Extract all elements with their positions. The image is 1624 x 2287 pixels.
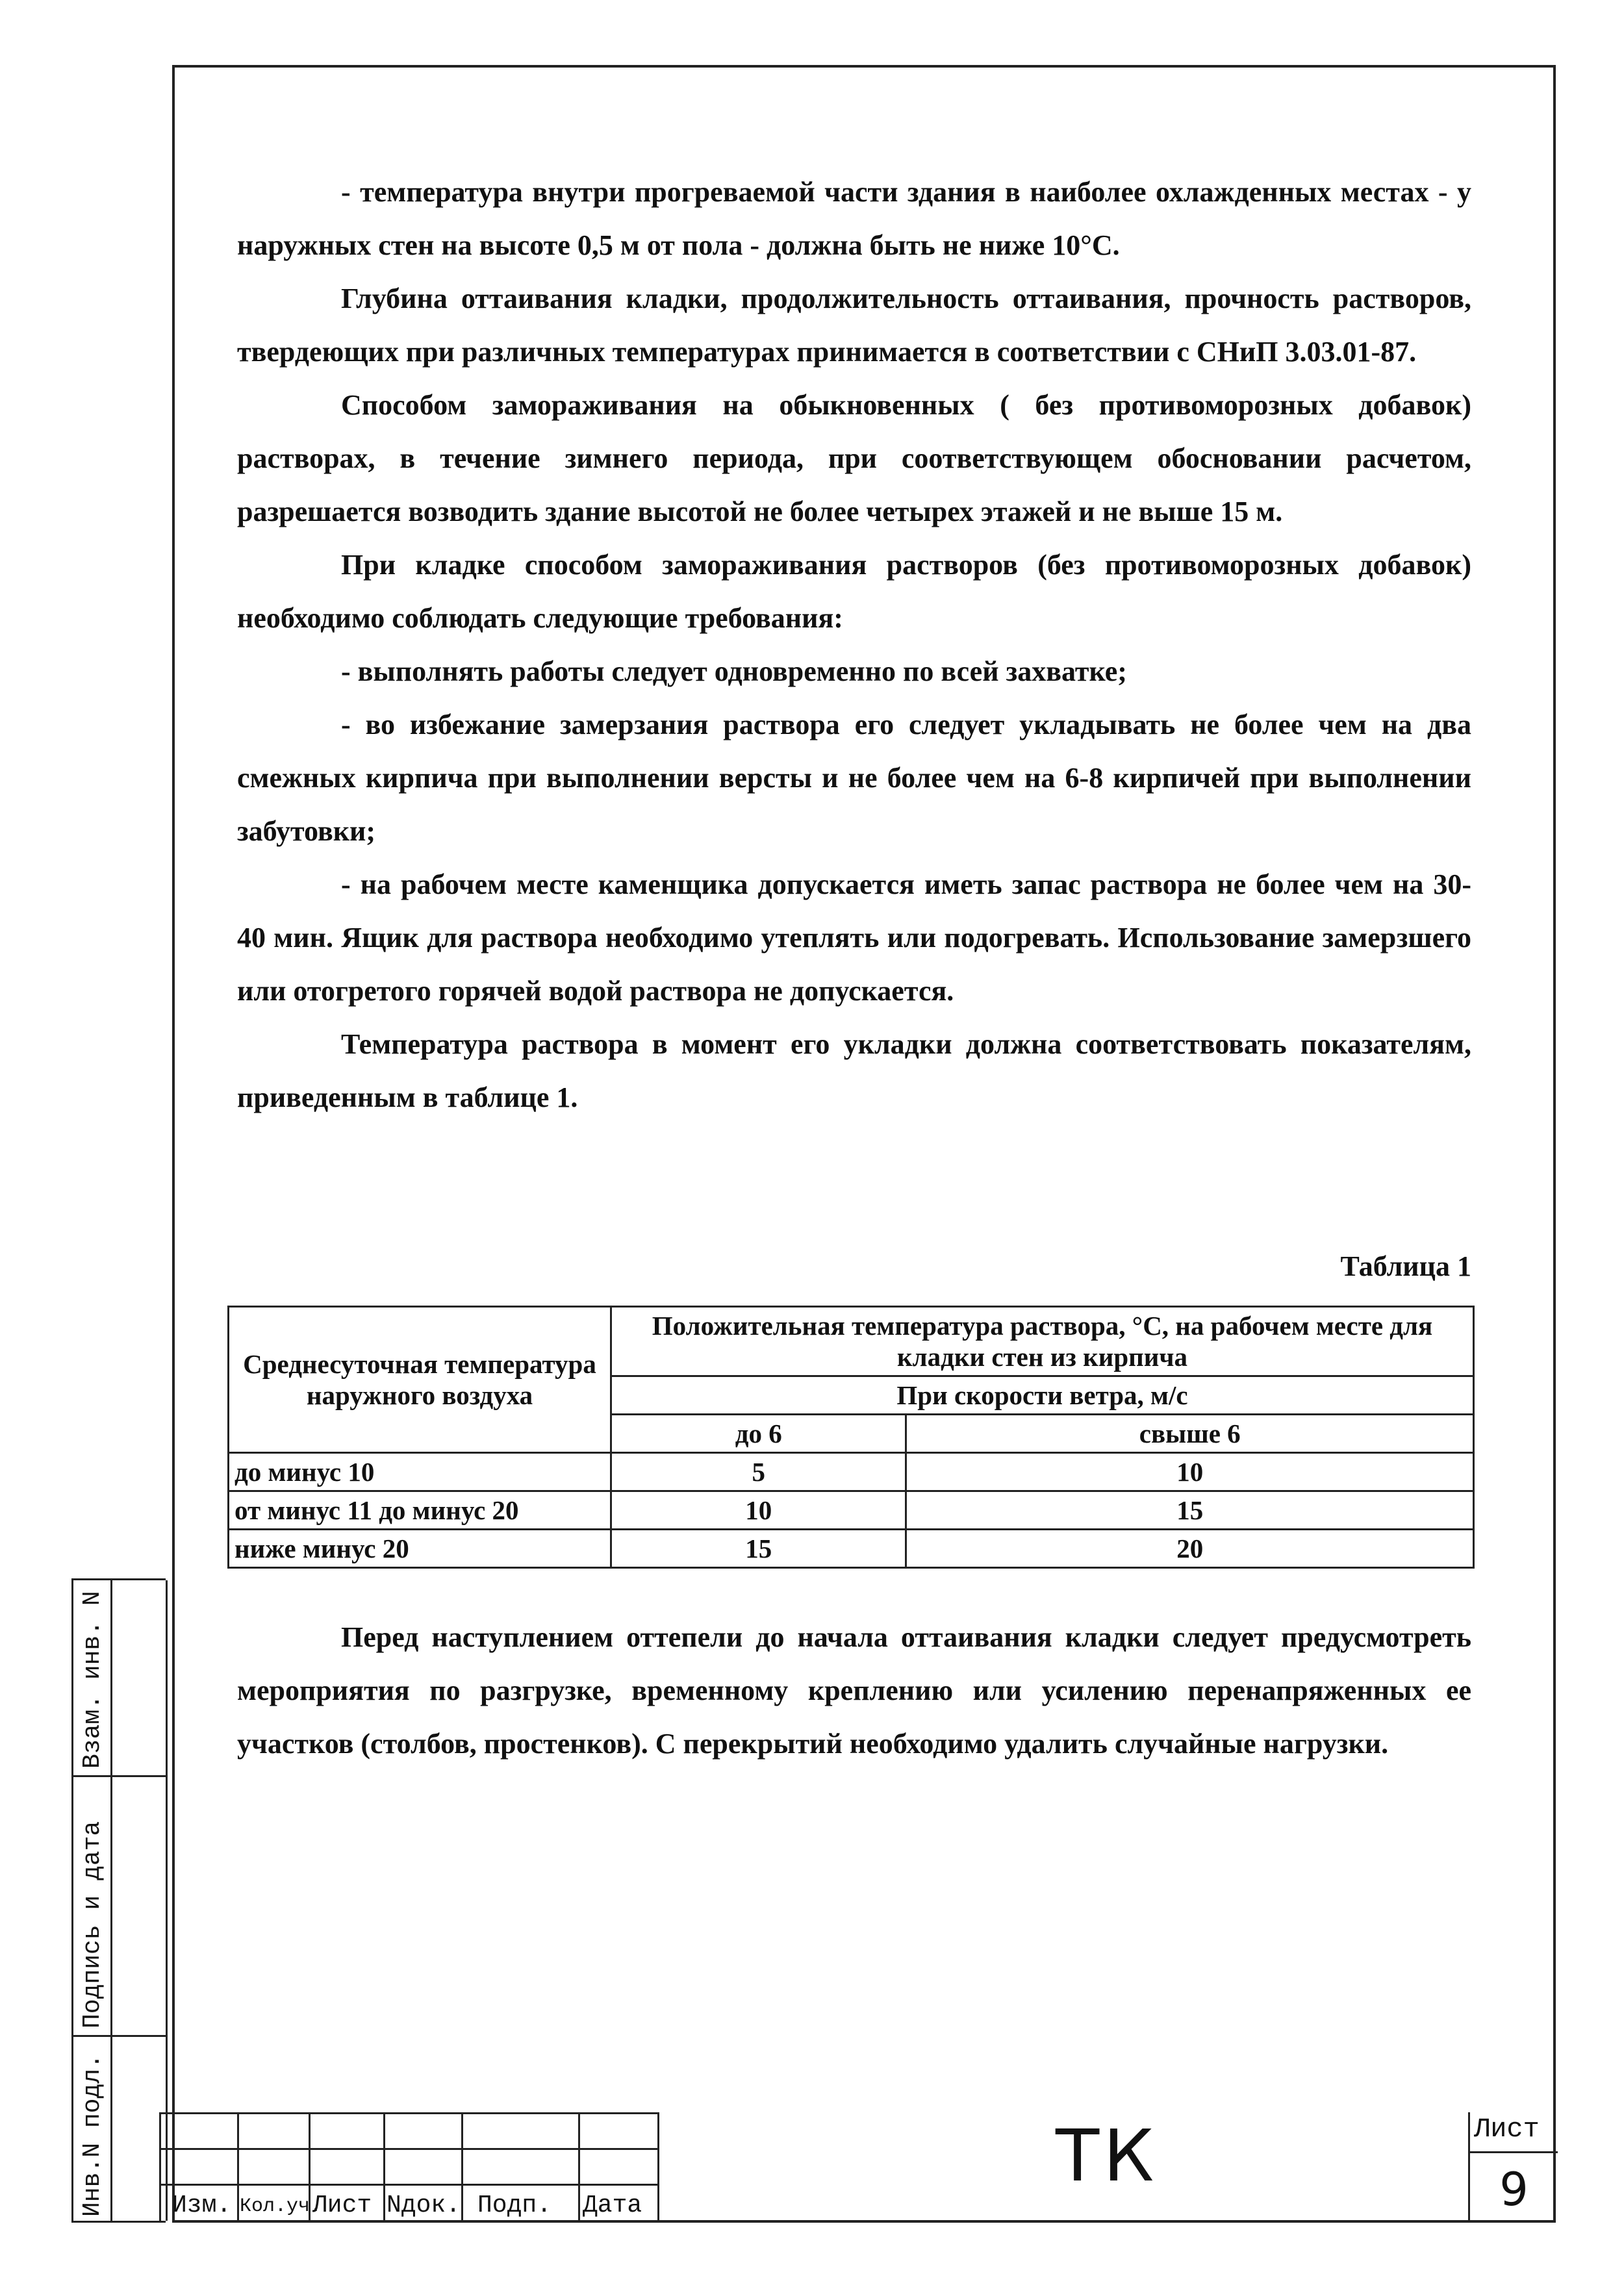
table-caption: Таблица 1 xyxy=(1340,1250,1471,1282)
row-value-high: 10 xyxy=(906,1453,1474,1491)
paragraph: При кладке способом замораживания растворов (без противоморозных добавок) необходимо соблюдать следующие требования: xyxy=(237,549,1471,634)
grid-line xyxy=(159,2148,659,2150)
body-text xyxy=(237,166,1471,1124)
grid-line xyxy=(159,2112,161,2223)
row-value-high: 20 xyxy=(906,1530,1474,1568)
stamp-divider xyxy=(73,2035,168,2037)
sheet-divider xyxy=(1470,2151,1558,2153)
row-value-low: 15 xyxy=(611,1530,906,1568)
grid-line xyxy=(159,2184,659,2186)
row-value-high: 15 xyxy=(906,1491,1474,1530)
row-value-low: 5 xyxy=(611,1453,906,1491)
paragraph: Перед наступлением оттепели до начала оттаивания кладки следует предусмотреть мероприятия по разгрузке, временному креплению или усилению перенапряженных ее участков (столбов, простенков). С перекрытий необходимо удалить случайные нагрузки. xyxy=(237,1621,1471,1760)
label-signature: Подп. xyxy=(477,2192,552,2219)
grid-line xyxy=(383,2112,385,2223)
paragraph: - выполнять работы следует одновременно по всей захватке; xyxy=(341,655,1127,687)
stamp-sign-date: Подпись и дата xyxy=(79,1821,107,2028)
grid-line xyxy=(159,2112,659,2114)
label-change: Изм. xyxy=(172,2192,232,2219)
paragraph: - во избежание замерзания раствора его следует укладывать не более чем на два смежных кирпича при выполнении версты и не более чем на 6-8 кирпичей при выполнении забутовки; xyxy=(237,709,1471,847)
sheet-label: Лист xyxy=(1474,2114,1540,2145)
label-sheet: Лист xyxy=(312,2192,372,2219)
col1-header: Среднесуточная температура наружного воздуха xyxy=(229,1307,611,1453)
sub-header-high: свыше 6 xyxy=(906,1415,1474,1453)
grid-line xyxy=(461,2112,463,2223)
row-label: до минус 10 xyxy=(229,1453,611,1491)
grid-line xyxy=(578,2112,580,2223)
table-row xyxy=(229,1453,1474,1491)
after-table-text xyxy=(237,1611,1471,1771)
stamp-inv-original: Инв.N подл. xyxy=(79,2054,107,2217)
table-row xyxy=(229,1530,1474,1568)
temperature-table xyxy=(227,1306,1475,1569)
row-label: от минус 11 до минус 20 xyxy=(229,1491,611,1530)
sheet-number-box xyxy=(1468,2112,1556,2223)
sheet-number: 9 xyxy=(1499,2163,1529,2216)
label-count: Кол.уч. xyxy=(240,2195,322,2218)
document-code: ТК xyxy=(1056,2114,1158,2197)
revision-grid xyxy=(159,2112,659,2223)
wind-header: При скорости ветра, м/с xyxy=(611,1376,1474,1415)
label-date: Дата xyxy=(583,2192,642,2219)
group-header: Положительная температура раствора, °С, на рабочем месте для кладки стен из кирпича xyxy=(611,1307,1474,1376)
row-value-low: 10 xyxy=(611,1491,906,1530)
row-label: ниже минус 20 xyxy=(229,1530,611,1568)
stamp-inv-replace: Взам. инв. N xyxy=(79,1591,107,1769)
paragraph: - на рабочем месте каменщика допускается иметь запас раствора не более чем на 30- 40 мин. Ящик для раствора необходимо утеплять или подогревать. Использование замерзшего или отогретого горячей водой раствора не допускается. xyxy=(237,868,1471,1007)
title-block xyxy=(159,2112,1556,2223)
table-row xyxy=(229,1491,1474,1530)
side-stamp xyxy=(71,1578,166,2223)
grid-line xyxy=(237,2112,239,2223)
paragraph: - температура внутри прогреваемой части здания в наиболее охлажденных местах - у наружных стен на высоте 0,5 м от пола - должна быть не ниже 10°С. xyxy=(237,176,1471,261)
sub-header-low: до 6 xyxy=(611,1415,906,1453)
paragraph: Температура раствора в момент его укладки должна соответствовать показателям, приведенным в таблице 1. xyxy=(237,1028,1471,1113)
label-doc-number: Nдок. xyxy=(387,2192,461,2219)
stamp-divider xyxy=(73,1775,168,1777)
paragraph: Глубина оттаивания кладки, продолжительность оттаивания, прочность растворов, твердеющих при различных температурах принимается в соответствии с СНиП 3.03.01-87. xyxy=(237,283,1471,368)
paragraph: Способом замораживания на обыкновенных ( без противоморозных добавок) растворах, в течение зимнего периода, при соответствующем обосновании расчетом, разрешается возводить здание высотой не более четырех этажей и не выше 15 м. xyxy=(237,389,1471,527)
